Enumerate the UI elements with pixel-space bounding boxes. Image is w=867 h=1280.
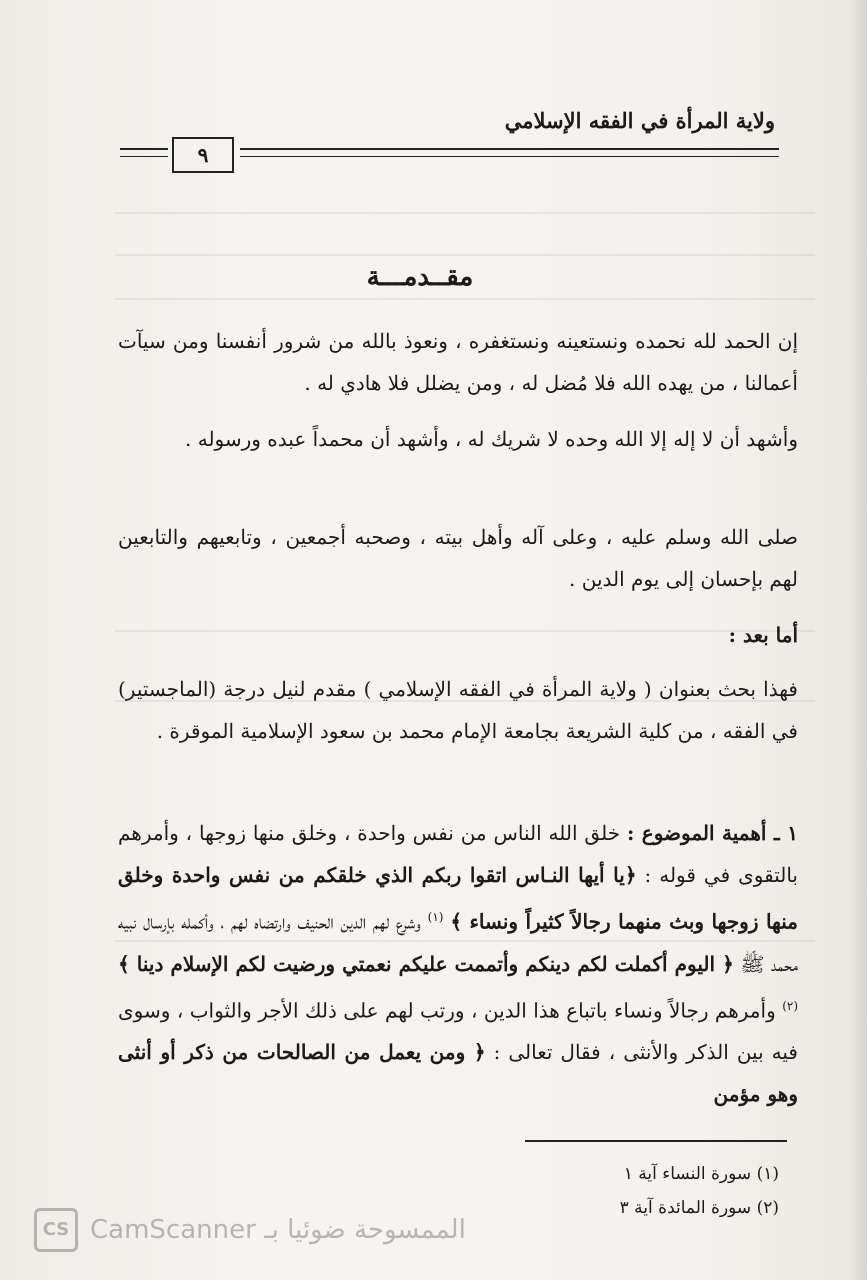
section-title: مقــدمـــة <box>366 262 474 292</box>
importance-text-c: وأمرهم رجالاً ونساء باتباع هذا الدين ، ورتب لهم على ذلك الأجر والثواب ، وسوى فيه بين الذكر والأنثى ، فقال تعالى : <box>118 998 798 1065</box>
footnote-ref-2: (٢) <box>782 998 799 1013</box>
header-left-rule <box>120 148 168 150</box>
camscanner-watermark <box>34 1206 466 1254</box>
paragraph-importance <box>118 812 798 1115</box>
header-left-rule-thin <box>120 156 168 157</box>
quran-verse-2: ﴿ اليوم أكملت لكم دينكم وأتممت عليكم نعمتي ورضيت لكم الإسلام دينا ﴾ <box>118 951 734 976</box>
paragraph-shahada: وأشهد أن لا إله إلا الله وحده لا شريك له ، وأشهد أن محمداً عبده ورسوله . <box>185 427 798 451</box>
footnote-1: (١) سورة النساء آية ١ <box>623 1164 779 1184</box>
paragraph-salat: صلى الله وسلم عليه ، وعلى آله وأهل بيته ، وصحبه أجمعين ، وتابعيهم والتابعين لهم بإحسان إلى يوم الدين . <box>118 525 798 591</box>
paragraph-opening: إن الحمد لله نحمده ونستعينه ونستغفره ، ونعوذ بالله من شرور أنفسنا ومن سيآت أعمالنا ، من يهده الله فلا مُضل له ، ومن يضلل فلا هادي له . <box>118 329 798 395</box>
footnote-rule <box>525 1140 787 1142</box>
bleed-through-line <box>115 212 815 214</box>
camscanner-icon: CS <box>34 1208 78 1252</box>
quran-verse-3: ﴿ ومن يعمل من الصالحات من ذكر أو أنثى وهو مؤمن <box>118 1040 798 1107</box>
importance-text-b: وشرع لهم الدين الحنيف وارتضاه لهم ، وأكمله بإرسال نبيه محمد ﷺ <box>118 909 798 976</box>
amma-bad-heading: أما بعد : <box>728 623 798 647</box>
footnote-ref-1: (١) <box>427 910 444 924</box>
page-spine-shadow <box>849 0 867 1280</box>
bleed-through-line <box>115 298 815 300</box>
paragraph-thesis: فهذا بحث بعنوان ( ولاية المرأة في الفقه الإسلامي ) مقدم لنيل درجة (الماجستير) في الفقه ، من كلية الشريعة بجامعة الإمام محمد بن سعود الإسلامية الموقرة . <box>118 677 798 743</box>
footnote-2: (٢) سورة المائدة آية ٣ <box>619 1198 779 1218</box>
camscanner-text: CamScanner الممسوحة ضوئيا بـ <box>90 1215 466 1245</box>
bleed-through-line <box>115 254 815 256</box>
running-title: ولاية المرأة في الفقه الإسلامي <box>504 108 775 133</box>
header-rule-thin <box>240 156 779 157</box>
importance-heading: ١ ـ أهمية الموضوع : <box>626 821 799 845</box>
importance-text-a: خلق الله الناس من نفس واحدة ، وخلق منها زوجها ، وأمرهم بالتقوى في قوله : <box>118 821 798 887</box>
page-number: ٩ <box>172 137 234 173</box>
quran-verse-1: ﴿يا أيها النـاس اتقوا ربكم الذي خلقكم من نفس واحدة وخلق منها زوجها وبث منهما رجالاً كثيراً ونساء ﴾ <box>118 863 799 934</box>
header-rule <box>240 148 779 150</box>
